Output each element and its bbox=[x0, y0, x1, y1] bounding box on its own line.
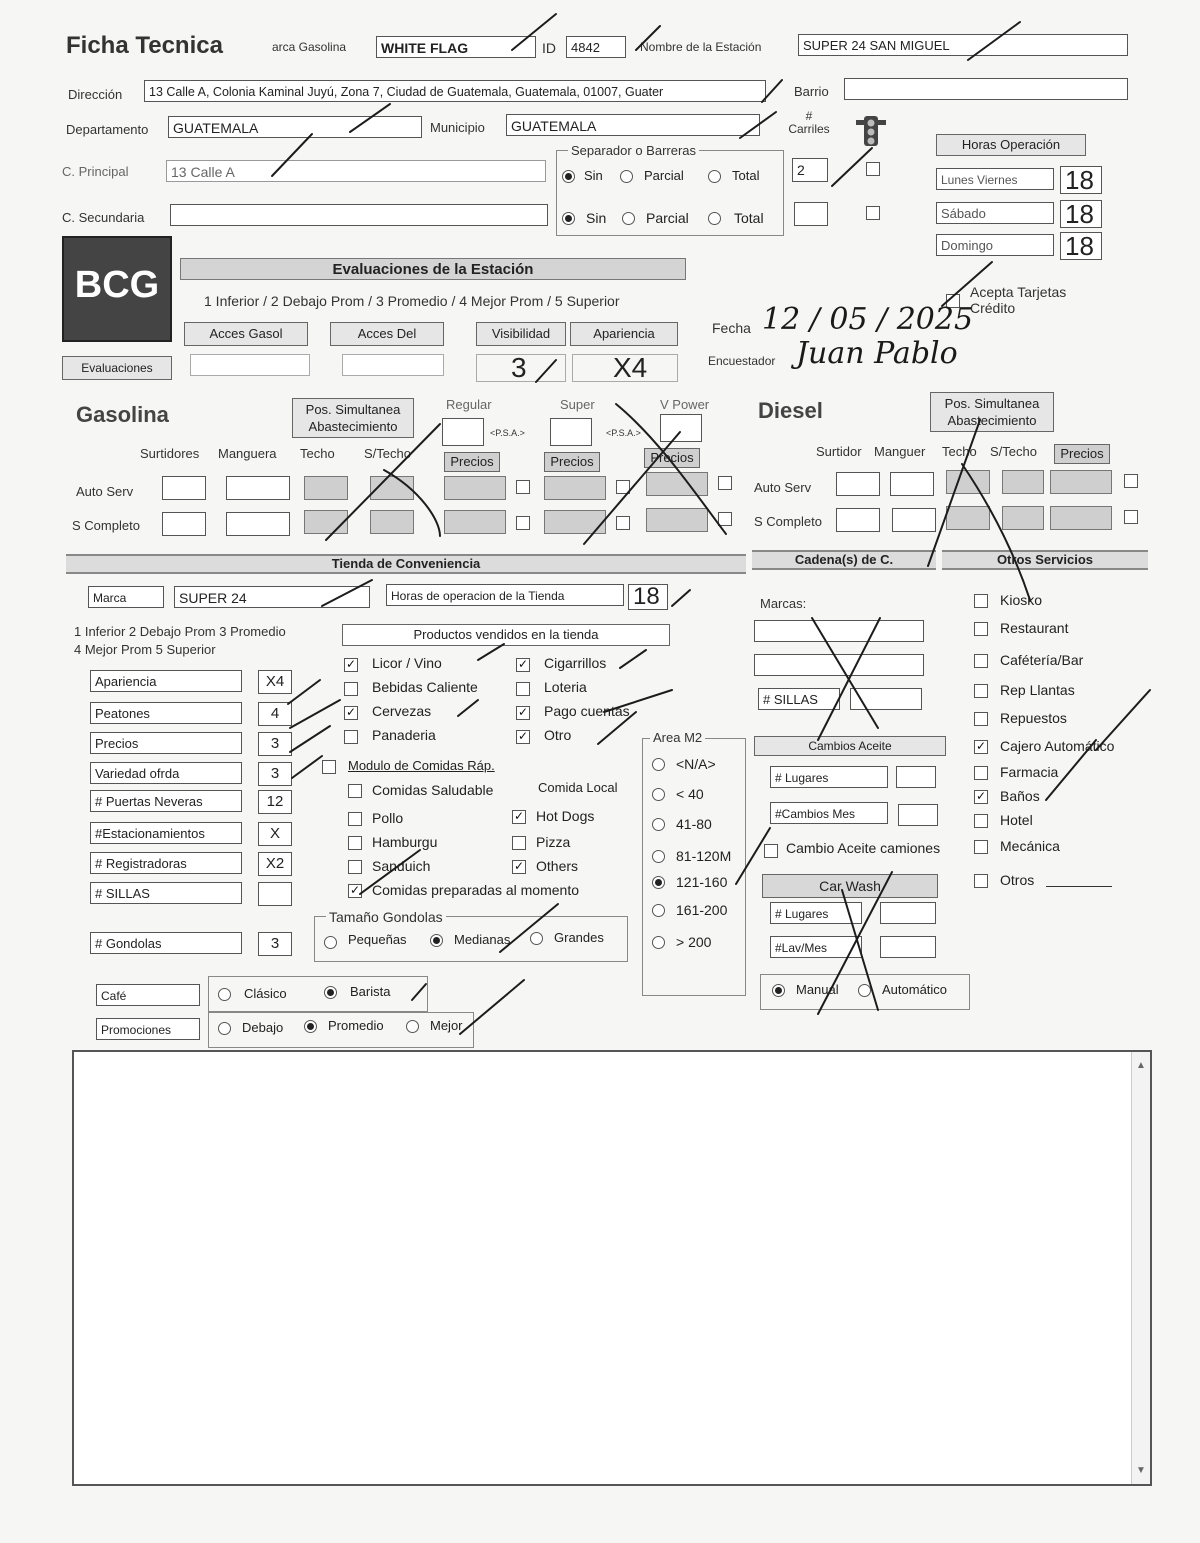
metric-value[interactable]: 3 bbox=[258, 732, 292, 756]
scroll-up-icon[interactable]: ▲ bbox=[1136, 1060, 1146, 1071]
tick-mark bbox=[968, 22, 1020, 60]
scroll-down-icon[interactable]: ▼ bbox=[1136, 1465, 1146, 1476]
diesel-col-stecho: S/Techo bbox=[990, 444, 1037, 459]
visibilidad-field[interactable]: 3 bbox=[476, 354, 566, 382]
tick-mark bbox=[604, 690, 672, 712]
tick-mark bbox=[458, 700, 478, 716]
comida-checkbox[interactable]: ✓ bbox=[349, 883, 361, 897]
comida-label: Hamburgu bbox=[372, 834, 438, 850]
gasolina-col-techo: Techo bbox=[300, 446, 335, 461]
evaluaciones-title: Evaluaciones de la Estación bbox=[180, 258, 686, 280]
gondola-pequenas-label: Pequeñas bbox=[348, 932, 407, 947]
separador-principal-total-label: Total bbox=[732, 168, 760, 183]
tick-mark bbox=[620, 650, 646, 668]
metric-value[interactable]: 4 bbox=[258, 702, 292, 726]
lunes-viernes-field[interactable]: 18 bbox=[1060, 166, 1102, 194]
tick-mark bbox=[762, 80, 782, 102]
servicio-label: Farmacia bbox=[1000, 764, 1059, 780]
producto-checkbox[interactable]: ✓ bbox=[345, 705, 357, 719]
tick-mark bbox=[1046, 740, 1096, 800]
tick-mark bbox=[290, 700, 340, 728]
gasolina-col-manguera: Manguera bbox=[218, 446, 277, 461]
carwash-automatico-label: Automático bbox=[882, 982, 948, 997]
promo-promedio-label: Promedio bbox=[328, 1018, 384, 1033]
comida-checkbox[interactable]: ✓ bbox=[513, 859, 525, 873]
tick-mark bbox=[636, 26, 660, 50]
servicio-label: Otros bbox=[1000, 872, 1035, 888]
gondola-medianas-label: Medianas bbox=[454, 932, 511, 947]
fuel-regular-label: Regular bbox=[446, 397, 492, 412]
producto-checkbox[interactable]: ✓ bbox=[517, 705, 529, 719]
comida-label: Comidas preparadas al momento bbox=[372, 882, 579, 898]
tick-mark bbox=[598, 712, 636, 744]
diesel-col-surtidor: Surtidor bbox=[816, 444, 862, 459]
encuestador-value[interactable]: Juan Pablo bbox=[796, 336, 958, 371]
comida-label: Sanduich bbox=[372, 858, 431, 874]
diesel-title: Diesel bbox=[758, 398, 823, 423]
carwash-lav-mes-label: #Lav/Mes bbox=[770, 936, 862, 958]
tick-mark bbox=[818, 872, 892, 1014]
gasolina-precios-super: Precios bbox=[544, 452, 600, 472]
municipio-label: Municipio bbox=[430, 120, 485, 135]
metric-value[interactable]: X4 bbox=[258, 670, 292, 694]
tienda-scale-1: 1 Inferior 2 Debajo Prom 3 Promedio bbox=[74, 624, 286, 639]
tick-mark bbox=[360, 850, 420, 894]
metric-label: # SILLAS bbox=[90, 882, 242, 904]
id-label: ID bbox=[542, 40, 556, 56]
area-title: Area M2 bbox=[650, 730, 705, 745]
area-option-label: > 200 bbox=[676, 934, 712, 950]
producto-label: Bebidas Caliente bbox=[372, 679, 478, 695]
tienda-marca-label: Marca bbox=[88, 586, 164, 608]
tick-mark bbox=[478, 644, 504, 660]
tick-mark bbox=[326, 424, 440, 540]
gondolas-title: Tamaño Gondolas bbox=[326, 909, 446, 925]
servicio-label: Restaurant bbox=[1000, 620, 1069, 636]
cambio-aceite-camiones-label: Cambio Aceite camiones bbox=[786, 840, 941, 856]
tick-mark bbox=[818, 618, 880, 740]
bcg-logo-text: BCG bbox=[74, 264, 160, 306]
fecha-value[interactable]: 12 / 05 / 2025 bbox=[762, 302, 974, 337]
tick-mark bbox=[288, 680, 320, 704]
comida-label: Pollo bbox=[372, 810, 404, 826]
cadenas-marcas-label: Marcas: bbox=[760, 596, 807, 611]
lunes-viernes-label: Lunes Viernes bbox=[936, 168, 1054, 190]
apariencia-button[interactable]: Apariencia bbox=[570, 322, 678, 346]
tick-mark bbox=[832, 148, 872, 186]
separador-secundaria-parcial-label: Parcial bbox=[646, 210, 689, 226]
carwash-lugares-label: # Lugares bbox=[770, 902, 862, 924]
tick-mark bbox=[536, 360, 556, 382]
nombre-estacion-field[interactable]: SUPER 24 SAN MIGUEL bbox=[798, 34, 1128, 56]
otros-servicios-header: Otros Servicios bbox=[942, 550, 1148, 570]
fuel-super-label: Super bbox=[560, 397, 595, 412]
comida-label: Others bbox=[536, 858, 579, 874]
producto-checkbox[interactable]: ✓ bbox=[517, 657, 529, 671]
metric-label: #Estacionamientos bbox=[90, 822, 242, 844]
carwash-manual-label: Manual bbox=[796, 982, 839, 997]
acepta-tarjetas-label: Acepta Tarjetas Crédito bbox=[970, 284, 1067, 316]
productos-title: Productos vendidos en la tienda bbox=[342, 624, 670, 646]
separador-title: Separador o Barreras bbox=[568, 143, 699, 158]
separador-secundaria-total-label: Total bbox=[734, 210, 764, 226]
sabado-field[interactable]: 18 bbox=[1060, 200, 1102, 228]
comida-local-label: Comida Local bbox=[538, 780, 618, 795]
cafe-label: Café bbox=[96, 984, 200, 1006]
servicio-label: Rep Llantas bbox=[1000, 682, 1075, 698]
gasolina-precios-vpower: Precios bbox=[644, 448, 700, 468]
departamento-field[interactable]: GUATEMALA bbox=[168, 116, 422, 138]
metric-value[interactable]: 12 bbox=[258, 790, 292, 814]
tick-mark bbox=[500, 904, 558, 952]
evaluaciones-row-label: Evaluaciones bbox=[62, 356, 172, 380]
evaluaciones-scale: 1 Inferior / 2 Debajo Prom / 3 Promedio / 4 Mejor Prom / 5 Superior bbox=[204, 293, 620, 309]
c-principal-label: C. Principal bbox=[62, 164, 129, 179]
area-option-label: 121-160 bbox=[676, 874, 728, 890]
marca-gasolina-field[interactable]: WHITE FLAG bbox=[376, 36, 536, 58]
tick-mark bbox=[460, 980, 524, 1034]
acces-gasol-button[interactable]: Acces Gasol bbox=[184, 322, 308, 346]
fecha-label: Fecha bbox=[712, 320, 751, 336]
metric-value[interactable]: X2 bbox=[258, 852, 292, 876]
comida-label: Hot Dogs bbox=[536, 808, 595, 824]
c-secundaria-label: C. Secundaria bbox=[62, 210, 145, 225]
cafe-barista-label: Barista bbox=[350, 984, 391, 999]
domingo-label: Domingo bbox=[936, 234, 1054, 256]
producto-label: Licor / Vino bbox=[372, 655, 442, 671]
metric-value[interactable]: X bbox=[258, 822, 292, 846]
psa-label-1: <P.S.A.> bbox=[490, 428, 525, 438]
horas-operacion-title: Horas Operación bbox=[936, 134, 1086, 156]
cambios-lugares-label: # Lugares bbox=[770, 766, 888, 788]
area-option-label: < 40 bbox=[676, 786, 704, 802]
diesel-precios: Precios bbox=[1054, 444, 1110, 464]
diesel-col-manguer: Manguer bbox=[874, 444, 926, 459]
metric-label: Apariencia bbox=[90, 670, 242, 692]
area-option-label: <N/A> bbox=[676, 756, 716, 772]
tick-mark bbox=[290, 726, 330, 752]
id-field[interactable]: 4842 bbox=[566, 36, 626, 58]
page-title: Ficha Tecnica bbox=[66, 32, 223, 59]
area-option-label: 41-80 bbox=[676, 816, 712, 832]
tienda-scale-2: 4 Mejor Prom 5 Superior bbox=[74, 642, 216, 657]
servicio-label: Hotel bbox=[1000, 812, 1033, 828]
gasolina-row-scompleto: S Completo bbox=[72, 518, 140, 533]
servicio-label: Cajero Automático bbox=[1000, 738, 1115, 754]
cambios-mes-label: #Cambios Mes bbox=[770, 802, 888, 824]
tick-mark bbox=[272, 134, 312, 176]
servicio-label: Cafétería/Bar bbox=[1000, 652, 1084, 668]
gondola-grandes-label: Grandes bbox=[554, 930, 604, 945]
tick-mark bbox=[962, 464, 1030, 600]
departamento-label: Departamento bbox=[66, 122, 149, 137]
diesel-pos-simultanea-button[interactable]: Pos. Simultanea Abastecimiento bbox=[930, 392, 1054, 432]
producto-checkbox[interactable]: ✓ bbox=[345, 657, 357, 671]
producto-label: Cigarrillos bbox=[544, 655, 607, 671]
tick-mark bbox=[616, 404, 726, 534]
direccion-label: Dirección bbox=[68, 87, 123, 102]
metric-value[interactable]: 3 bbox=[258, 762, 292, 786]
servicio-label: Mecánica bbox=[1000, 838, 1060, 854]
acces-del-button[interactable]: Acces Del bbox=[330, 322, 444, 346]
tienda-horas-label: Horas de operacion de la Tienda bbox=[386, 584, 624, 606]
servicio-label: Kiosko bbox=[1000, 592, 1043, 608]
carriles-label: # Carriles bbox=[788, 109, 830, 136]
diesel-row-scompleto: S Completo bbox=[754, 514, 822, 529]
fuel-vpower-label: V Power bbox=[660, 397, 710, 412]
tienda-horas-field[interactable]: 18 bbox=[628, 584, 668, 610]
nombre-estacion-label: Nombre de la Estación bbox=[640, 40, 762, 54]
tick-mark bbox=[350, 104, 390, 132]
gasolina-title: Gasolina bbox=[76, 402, 169, 427]
promociones-label: Promociones bbox=[96, 1018, 200, 1040]
separador-secundaria-sin-label: Sin bbox=[586, 210, 607, 226]
modulo-comidas-label: Modulo de Comidas Ráp. bbox=[348, 758, 495, 773]
metric-label: Variedad ofrda bbox=[90, 762, 242, 784]
cadenas-sillas-label: # SILLAS bbox=[758, 688, 840, 710]
producto-label: Otro bbox=[544, 727, 572, 743]
cafe-clasico-label: Clásico bbox=[244, 986, 287, 1001]
separador-principal-sin-label: Sin bbox=[584, 168, 603, 183]
gasolina-row-autoserv: Auto Serv bbox=[76, 484, 134, 499]
psa-label-2: <P.S.A.> bbox=[606, 428, 641, 438]
comida-label: Comidas Saludable bbox=[372, 782, 494, 798]
metric-value[interactable]: 3 bbox=[258, 932, 292, 956]
marca-gasolina-label: arca Gasolina bbox=[272, 40, 347, 54]
producto-label: Pago cuentas bbox=[544, 703, 630, 719]
separador-principal-parcial-label: Parcial bbox=[644, 168, 684, 183]
cambios-aceite-title: Cambios Aceite bbox=[754, 736, 946, 756]
diesel-col-techo: Techo bbox=[942, 444, 977, 459]
producto-label: Panaderia bbox=[372, 727, 436, 743]
tick-mark bbox=[942, 262, 992, 306]
producto-checkbox[interactable]: ✓ bbox=[517, 729, 529, 743]
gasolina-precios-regular: Precios bbox=[444, 452, 500, 472]
municipio-field[interactable]: GUATEMALA bbox=[506, 114, 760, 136]
servicio-label: Repuestos bbox=[1000, 710, 1067, 726]
tick-mark bbox=[740, 112, 776, 138]
metric-label: # Gondolas bbox=[90, 932, 242, 954]
diesel-row-autoserv: Auto Serv bbox=[754, 480, 812, 495]
gasolina-col-stecho: S/Techo bbox=[364, 446, 411, 461]
promo-debajo-label: Debajo bbox=[242, 1020, 284, 1035]
producto-label: Loteria bbox=[544, 679, 587, 695]
tick-mark bbox=[384, 470, 440, 536]
cadenas-section-header: Cadena(s) de C. bbox=[752, 550, 936, 570]
tienda-marca-field[interactable]: SUPER 24 bbox=[174, 586, 370, 608]
barrio-label: Barrio bbox=[794, 84, 829, 99]
tick-mark bbox=[672, 590, 690, 606]
tick-mark bbox=[584, 432, 680, 544]
tick-mark bbox=[928, 420, 980, 566]
metric-label: Peatones bbox=[90, 702, 242, 724]
tick-mark bbox=[736, 828, 770, 884]
domingo-field[interactable]: 18 bbox=[1060, 232, 1102, 260]
sabado-label: Sábado bbox=[936, 202, 1054, 224]
promo-mejor-label: Mejor bbox=[430, 1018, 463, 1033]
tick-mark bbox=[292, 756, 322, 778]
comida-checkbox[interactable]: ✓ bbox=[513, 809, 525, 823]
encuestador-label: Encuestador bbox=[708, 354, 776, 368]
area-option-label: 161-200 bbox=[676, 902, 728, 918]
c-principal-field[interactable]: 13 Calle A bbox=[166, 160, 546, 182]
tienda-section-header: Tienda de Conveniencia bbox=[66, 554, 746, 574]
metric-label: # Registradoras bbox=[90, 852, 242, 874]
visibilidad-button[interactable]: Visibilidad bbox=[476, 322, 566, 346]
tick-mark bbox=[812, 618, 878, 728]
servicio-checkbox[interactable]: ✓ bbox=[975, 739, 987, 753]
tick-mark bbox=[322, 580, 372, 606]
apariencia-field[interactable]: X4 bbox=[572, 354, 678, 382]
gasolina-pos-simultanea-button[interactable]: Pos. Simultanea Abastecimiento bbox=[292, 398, 414, 438]
comida-label: Pizza bbox=[536, 834, 571, 850]
carriles-principal-field[interactable]: 2 bbox=[792, 158, 828, 182]
area-option-label: 81-120M bbox=[676, 848, 732, 864]
tick-mark bbox=[412, 984, 426, 1000]
tick-mark bbox=[512, 14, 556, 50]
metric-label: Precios bbox=[90, 732, 242, 754]
direccion-field[interactable]: 13 Calle A, Colonia Kaminal Juyú, Zona 7, Ciudad de Guatemala, Guatemala, 01007, Guater bbox=[144, 80, 766, 102]
servicio-label: Baños bbox=[1000, 788, 1040, 804]
metric-label: # Puertas Neveras bbox=[90, 790, 242, 812]
servicio-checkbox[interactable]: ✓ bbox=[975, 789, 987, 803]
car-wash-title: Car Wash bbox=[762, 874, 938, 898]
producto-label: Cervezas bbox=[372, 703, 432, 719]
gasolina-col-surtidores: Surtidores bbox=[140, 446, 200, 461]
tick-mark bbox=[1096, 690, 1150, 750]
